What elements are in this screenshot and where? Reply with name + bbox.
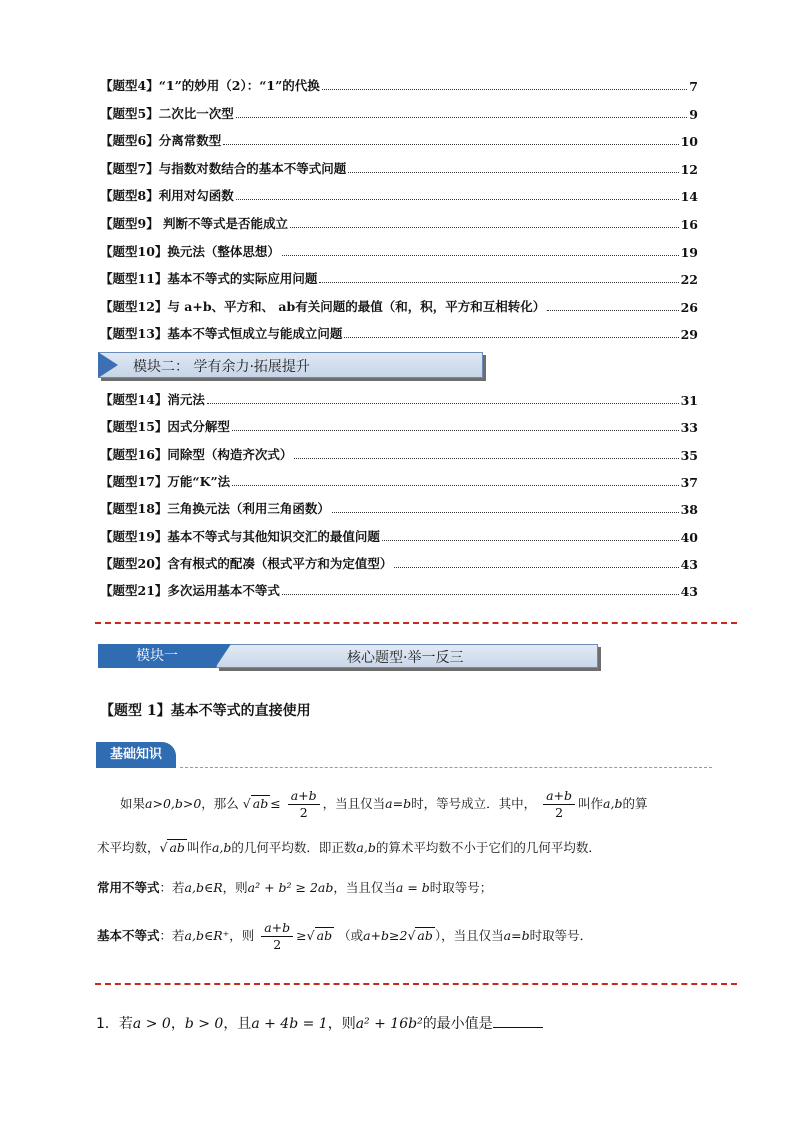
para3-eq: a = b [395,880,430,895]
toc-row[interactable] [100,552,698,572]
q1-text-d: ，则 [327,1016,356,1032]
toc-leader-dots [382,540,679,541]
toc-row[interactable] [100,295,698,315]
basic-inequality-label: 基本不等式 [97,928,160,943]
q1-expression: a² + 16b² [355,1016,423,1032]
q1-text-a: 1．若 [96,1016,133,1032]
toc-row[interactable] [100,497,698,517]
frac-den-c: 2 [273,937,282,952]
para3-text-c: ，当且仅当 [333,880,396,895]
toc-label: 【题型17】万能“K”法 [100,473,231,489]
banner-triangle [98,352,118,378]
toc-leader-dots [223,144,678,145]
q1-constraint: a + 4b = 1 [251,1016,328,1032]
question-1 [96,1013,543,1033]
para2-ab1: a,b [211,840,232,855]
para1-ab: a,b [603,796,623,811]
para1-text-c: ，当且仅当 [322,796,386,811]
toc-row[interactable] [100,129,698,149]
toc-leader-dots [332,512,679,513]
para2-text-a: 术平均数， [97,840,160,855]
toc-leader-dots [232,485,678,486]
sqrt-ab-4-radicand: ab [417,928,433,943]
para4-text-e: 时取等号． [529,928,593,943]
toc-row[interactable] [100,579,698,599]
para4-R: R⁺ [213,928,230,943]
para1-cond: a>0,b>0 [145,796,202,811]
para1-eq: a=b [385,796,412,811]
module2-banner-text: 模块二： 学有余力·拓展提升 [133,359,310,375]
toc-page-number: 19 [680,244,698,260]
module1-banner [98,644,598,668]
toc-label: 【题型10】换元法（整体思想） [100,243,280,259]
para3-text-b: ，则 [222,880,248,895]
toc-label: 【题型6】分离常数型 [100,133,222,149]
fraction-a-plus-b-over-2 [288,788,320,821]
toc-leader-dots [294,458,678,459]
toc-row[interactable] [100,102,698,122]
toc-leader-dots [207,403,679,404]
toc-label: 【题型7】与指数对数结合的基本不等式问题 [100,160,347,176]
para3-text-a: ：若 [159,880,185,895]
ge-sign: ≥ [296,928,307,943]
toc-page-number: 33 [680,420,698,436]
toc-leader-dots [290,227,679,228]
para4-text-b: ，则 [229,928,255,943]
toc-page-number: 37 [680,474,698,490]
para3-ineq: a² + b² ≥ 2ab [247,880,334,895]
sqrt-ab: √ ab [242,796,269,811]
knowledge-tag: 基础知识 [96,742,176,768]
toc-row[interactable] [100,267,698,287]
toc-row[interactable] [100,240,698,260]
para4-ab: a,b∈ [184,928,214,943]
para1-text-d: 时，等号成立．其中， [411,796,537,811]
toc-page-number: 22 [680,272,698,288]
toc-row[interactable] [100,184,698,204]
toc-page-number: 10 [680,134,698,150]
toc-label: 【题型19】基本不等式与其他知识交汇的最值问题 [100,528,380,544]
frac-den: 2 [299,805,308,820]
toc-label: 【题型21】多次运用基本不等式 [100,583,280,599]
toc-leader-dots [232,430,679,431]
frac-num: a+b [288,788,320,805]
toc-page-number: 31 [680,393,698,408]
banner-skew [215,644,231,668]
toc-label: 【题型20】含有根式的配凑（根式平方和为定值型） [100,555,393,571]
q1-text-e: 的最小值是 [422,1016,493,1032]
toc-page-number: 7 [689,79,698,94]
toc-row[interactable] [100,322,698,342]
toc-leader-dots [236,117,688,118]
para4-text-d: ），当且仅当 [434,928,504,943]
para2-text-d: 的算术平均数不小于它们的几何平均数． [375,840,601,855]
divider-top [95,622,737,624]
toc-page-number: 12 [680,161,698,177]
divider-bottom [95,983,737,985]
q1-text-c: ，且 [223,1016,252,1032]
toc-label: 【题型9】 判断不等式是否能成立 [100,216,289,231]
q1-text-b: ， [170,1016,185,1032]
toc-page-number: 43 [680,556,698,572]
toc-row[interactable] [100,415,698,435]
q1-cond-b: b > 0 [184,1016,224,1032]
toc-leader-dots [547,310,678,311]
toc-page-number: 43 [680,584,698,600]
toc-label: 【题型13】基本不等式恒成立与能成立问题 [100,326,343,342]
toc-page-number: 16 [680,217,698,232]
toc-row[interactable] [100,470,698,490]
para4-text-a: ：若 [159,928,185,943]
para2-text-b: 叫作 [186,840,212,855]
para1-text-f: 的算 [622,796,648,811]
toc-page-number: 14 [680,189,698,205]
toc-page-number: 29 [680,327,698,343]
para2-ab2: a,b [356,840,376,855]
toc-page-number: 40 [680,529,698,545]
toc-row[interactable] [100,74,698,94]
toc-page-number: 38 [680,502,698,518]
answer-blank[interactable] [493,1015,543,1028]
para1-text-b: ，那么 [201,796,239,811]
module1-banner-right [216,644,598,668]
toc-row[interactable] [100,157,698,177]
toc-leader-dots [344,337,678,338]
para3-text-d: 时取等号； [429,880,493,895]
toc-label: 【题型12】与 a+b、平方和、 ab有关问题的最值（和，积，平方和互相转化） [100,298,546,314]
section-title: 【题型 1】基本不等式的直接使用 [100,703,311,719]
module1-banner-left: 模块一 [98,644,218,668]
para3-ab: a,b∈ [184,880,214,895]
para4-text-c: （或 [338,928,364,943]
toc-leader-dots [282,255,679,256]
sqrt-ab-3: √ ab [306,928,333,943]
toc-row[interactable] [100,443,698,463]
para4 [97,920,592,953]
para1-text-a: 如果 [120,796,146,811]
q1-cond-a: a > 0 [132,1016,171,1032]
toc-row[interactable] [100,388,698,408]
toc-leader-dots [394,567,678,568]
sqrt-ab-4: √ ab [407,928,433,943]
para3 [97,878,492,896]
module2-banner [98,352,483,378]
toc-label: 【题型4】“1”的妙用（2）：“1”的代换 [100,78,320,93]
toc-row[interactable] [100,212,698,232]
common-inequality-label: 常用不等式 [97,880,160,895]
frac-num-c: a+b [261,920,293,937]
frac-num-b: a+b [543,788,575,805]
sqrt-ab-2-radicand: ab [169,840,185,855]
fraction-a-plus-b-over-2-b [543,788,575,821]
frac-den-b: 2 [555,805,564,820]
para3-R: R [213,880,223,895]
toc-label: 【题型14】消元法 [100,392,205,407]
para2 [97,838,601,856]
toc-label: 【题型11】基本不等式的实际应用问题 [100,271,318,287]
knowledge-divider [180,767,712,768]
para1 [120,788,648,821]
toc-page-number: 26 [680,299,698,315]
para4-alt: a+b≥2 [363,928,408,943]
toc-page-number: 35 [680,447,698,463]
toc-label: 【题型18】三角换元法（利用三角函数） [100,501,330,517]
toc-page-number: 9 [689,106,698,122]
toc-label: 【题型16】同除型（构造齐次式） [100,446,293,462]
sqrt-ab-3-radicand: ab [316,928,333,943]
sqrt-ab-2: √ ab [159,840,185,855]
toc-leader-dots [236,199,679,200]
toc-leader-dots [319,282,678,283]
toc-leader-dots [348,172,678,173]
para4-eq: a=b [503,928,530,943]
para2-text-c: 的几何平均数．即正数 [231,840,357,855]
sqrt-ab-radicand: ab [252,796,269,811]
para1-text-e: 叫作 [578,796,604,811]
toc-leader-dots [282,594,679,595]
toc-row[interactable] [100,525,698,545]
le-sign: ≤ [270,796,281,811]
toc-leader-dots [322,89,687,90]
toc-label: 【题型15】因式分解型 [100,419,230,435]
toc-label: 【题型5】二次比一次型 [100,105,234,121]
fraction-a-plus-b-over-2-c [261,920,293,953]
toc-label: 【题型8】利用对勾函数 [100,188,234,204]
module1-banner-text: 核心题型·举一反三 [347,650,464,666]
